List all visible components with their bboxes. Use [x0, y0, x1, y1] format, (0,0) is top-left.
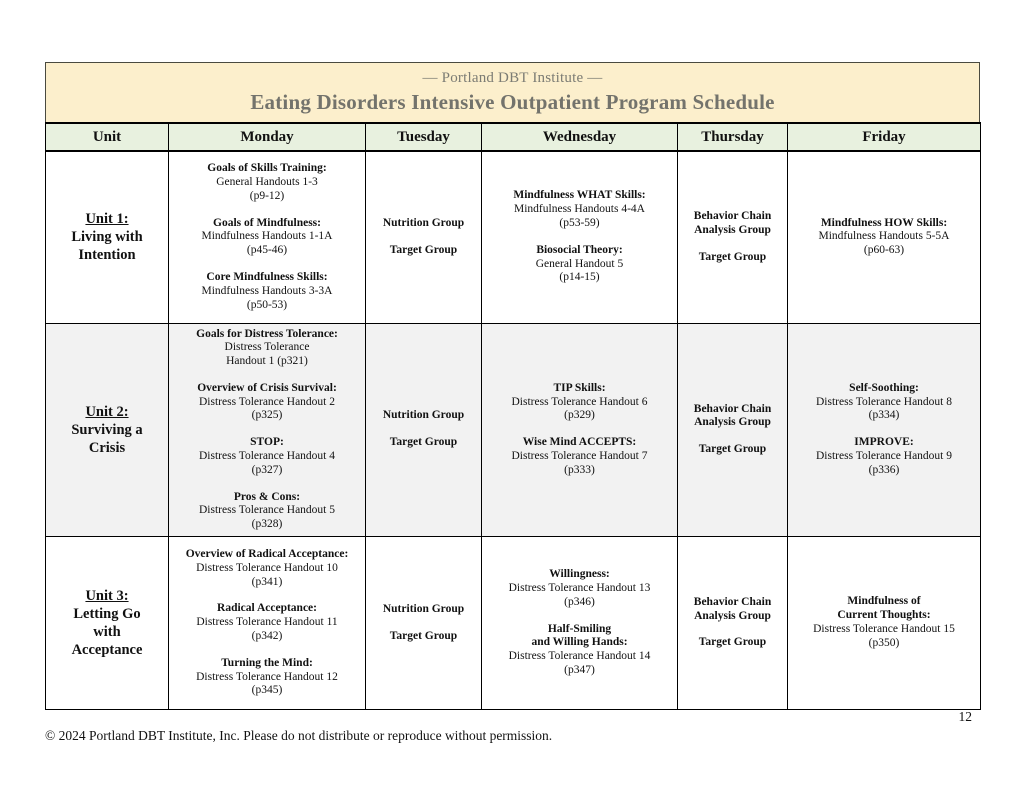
column-header-thursday: Thursday	[678, 123, 788, 151]
schedule-cell-friday	[788, 537, 981, 710]
unit-subtitle-line: Letting Go	[73, 605, 141, 622]
topic-title-line: Mindfulness WHAT Skills:	[513, 189, 646, 202]
unit-subtitle-line: Crisis	[88, 439, 126, 456]
topic-title-line: Wise Mind ACCEPTS:	[522, 436, 637, 449]
day-header-row	[46, 123, 981, 151]
handout-line: (p333)	[564, 463, 595, 476]
topic-block	[171, 491, 363, 532]
unit-subtitle-line: Intention	[78, 247, 136, 264]
handout-line: (p60-63)	[863, 244, 905, 257]
schedule-cell-friday	[788, 323, 981, 537]
topic-title-line: Core Mindfulness Skills:	[206, 270, 328, 283]
topic-block	[680, 210, 785, 238]
topic-title-line: Current Thoughts:	[837, 609, 931, 622]
unit-subtitle-line: with	[93, 624, 121, 641]
topic-title-line: IMPROVE:	[854, 436, 914, 449]
schedule-cell-monday	[169, 537, 366, 710]
page-number: 12	[958, 709, 972, 724]
topic-block	[368, 630, 479, 644]
topic-block	[368, 244, 479, 258]
handout-line: Distress Tolerance Handout 7	[511, 450, 648, 463]
topic-title-line: Behavior Chain	[693, 210, 772, 223]
handout-line: (p336)	[868, 463, 900, 476]
topic-block	[680, 636, 785, 650]
topic-block	[790, 217, 978, 258]
handout-line: (p45-46)	[246, 244, 288, 257]
handout-line: Distress Tolerance Handout 13	[508, 582, 651, 595]
handout-line: Mindfulness Handouts 1-1A	[201, 230, 333, 243]
topic-block	[484, 382, 675, 423]
handout-line: (p346)	[564, 595, 595, 608]
topic-block	[171, 548, 363, 589]
schedule-cell-tuesday	[366, 537, 482, 710]
topic-block	[484, 244, 675, 285]
banner	[45, 62, 980, 122]
schedule-cell-wednesday	[482, 537, 678, 710]
handout-line: General Handout 5	[535, 257, 624, 270]
unit-label-cell	[46, 151, 169, 323]
handout-line: (p9-12)	[249, 189, 285, 202]
schedule-cell-tuesday	[366, 151, 482, 323]
topic-title-line: Target Group	[389, 243, 458, 256]
copyright-notice: © 2024 Portland DBT Institute, Inc. Please do not distribute or reproduce without permission.	[45, 728, 553, 743]
page-title: Eating Disorders Intensive Outpatient Program Schedule	[250, 90, 775, 114]
topic-block	[790, 382, 978, 423]
topic-block	[484, 623, 675, 678]
topic-block	[368, 217, 479, 231]
topic-title-line: Mindfulness HOW Skills:	[820, 216, 948, 229]
topic-block	[171, 382, 363, 423]
schedule-table	[45, 122, 981, 710]
topic-title-line: Analysis Group	[694, 223, 771, 236]
topic-title-line: Biosocial Theory:	[536, 243, 623, 256]
handout-line: Distress Tolerance Handout 5	[199, 504, 335, 517]
column-header-friday: Friday	[788, 123, 981, 151]
topic-block	[368, 603, 479, 617]
handout-line: (p347)	[564, 664, 595, 677]
topic-title-line: Target Group	[698, 636, 767, 649]
topic-title-line: Mindfulness of	[847, 595, 921, 608]
topic-block	[680, 403, 785, 431]
column-header-wednesday: Wednesday	[482, 123, 678, 151]
topic-title-line: Nutrition Group	[382, 409, 465, 422]
handout-line: Distress Tolerance Handout 6	[511, 395, 648, 408]
topic-title-line: Nutrition Group	[382, 602, 465, 615]
unit-label-cell	[46, 537, 169, 710]
handout-line: (p350)	[868, 636, 900, 649]
topic-title-line: Willingness:	[549, 568, 610, 581]
handout-line: (p329)	[564, 409, 595, 422]
topic-title-line: and Willing Hands:	[531, 636, 628, 649]
handout-line: Distress Tolerance Handout 11	[196, 616, 338, 629]
handout-line: (p345)	[251, 684, 283, 697]
topic-title-line: Pros & Cons:	[233, 490, 301, 503]
column-header-tuesday: Tuesday	[366, 123, 482, 151]
topic-block	[680, 596, 785, 624]
topic-block	[171, 328, 363, 369]
topic-block	[368, 436, 479, 450]
topic-block	[484, 568, 675, 609]
unit-subtitle-line: Acceptance	[71, 642, 143, 659]
topic-block	[171, 657, 363, 698]
handout-line: (p328)	[251, 518, 283, 531]
handout-line: (p14-15)	[559, 271, 600, 284]
schedule-cell-monday	[169, 151, 366, 323]
handout-line: Handout 1 (p321)	[226, 355, 308, 368]
handout-line: Distress Tolerance	[224, 341, 310, 354]
schedule-cell-tuesday	[366, 323, 482, 537]
handout-line: General Handouts 1-3	[216, 175, 318, 188]
handout-line: Distress Tolerance Handout 4	[199, 450, 335, 463]
topic-block	[790, 436, 978, 477]
topic-title-line: Goals of Mindfulness:	[213, 216, 321, 229]
unit-title: Unit 2:	[85, 403, 129, 420]
schedule-cell-thursday	[678, 537, 788, 710]
topic-block	[484, 189, 675, 230]
topic-title-line: Overview of Radical Acceptance:	[185, 547, 349, 560]
topic-title-line: Target Group	[389, 436, 458, 449]
handout-line: (p341)	[251, 575, 283, 588]
handout-line: (p325)	[251, 409, 283, 422]
handout-line: (p342)	[251, 629, 283, 642]
topic-title-line: Goals of Skills Training:	[207, 162, 327, 175]
schedule-cell-monday	[169, 323, 366, 537]
handout-line: Mindfulness Handouts 5-5A	[818, 230, 950, 243]
handout-line: (p53-59)	[559, 216, 600, 229]
topic-title-line: Analysis Group	[694, 609, 771, 622]
topic-block	[790, 595, 978, 650]
unit-row-3	[46, 537, 981, 710]
unit-subtitle-line: Surviving a	[71, 421, 143, 438]
topic-title-line: STOP:	[250, 436, 284, 449]
schedule-sheet	[45, 62, 980, 710]
schedule-cell-thursday	[678, 151, 788, 323]
unit-subtitle-line: Living with	[71, 229, 143, 246]
column-header-monday: Monday	[169, 123, 366, 151]
handout-line: Distress Tolerance Handout 10	[196, 561, 338, 574]
topic-title-line: Target Group	[698, 443, 767, 456]
handout-line: Distress Tolerance Handout 8	[816, 395, 952, 408]
topic-block	[171, 271, 363, 312]
unit-row-1	[46, 151, 981, 323]
topic-block	[368, 409, 479, 423]
topic-title-line: Behavior Chain	[693, 402, 772, 415]
topic-title-line: Self-Soothing:	[849, 381, 919, 394]
topic-block	[484, 436, 675, 477]
schedule-cell-wednesday	[482, 151, 678, 323]
topic-block	[171, 162, 363, 203]
topic-block	[680, 443, 785, 457]
topic-title-line: Half-Smiling	[547, 622, 612, 635]
handout-line: Distress Tolerance Handout 9	[816, 450, 952, 463]
institute-name: — Portland DBT Institute —	[422, 70, 603, 86]
topic-title-line: Target Group	[389, 629, 458, 642]
topic-title-line: Goals for Distress Tolerance:	[196, 327, 338, 340]
topic-title-line: Turning the Mind:	[221, 656, 313, 669]
topic-block	[171, 217, 363, 258]
handout-line: Distress Tolerance Handout 15	[813, 623, 955, 636]
topic-title-line: Nutrition Group	[382, 216, 465, 229]
unit-label-cell	[46, 323, 169, 537]
handout-line: (p334)	[868, 409, 900, 422]
handout-line: (p327)	[251, 463, 283, 476]
handout-line: Mindfulness Handouts 4-4A	[514, 203, 645, 216]
schedule-cell-wednesday	[482, 323, 678, 537]
topic-title-line: Behavior Chain	[693, 595, 772, 608]
handout-line: Mindfulness Handouts 3-3A	[201, 284, 333, 297]
unit-row-2	[46, 323, 981, 537]
topic-block	[680, 251, 785, 265]
handout-line: Distress Tolerance Handout 12	[196, 670, 338, 683]
topic-title-line: Overview of Crisis Survival:	[197, 381, 337, 394]
schedule-cell-friday	[788, 151, 981, 323]
handout-line: Distress Tolerance Handout 14	[508, 650, 651, 663]
unit-title: Unit 3:	[85, 587, 129, 604]
unit-title: Unit 1:	[85, 211, 129, 228]
topic-title-line: TIP Skills:	[553, 381, 606, 394]
handout-line: Distress Tolerance Handout 2	[199, 395, 335, 408]
topic-block	[171, 602, 363, 643]
column-header-unit: Unit	[46, 123, 169, 151]
topic-title-line: Target Group	[698, 250, 767, 263]
schedule-body	[46, 151, 981, 710]
topic-block	[171, 436, 363, 477]
topic-title-line: Radical Acceptance:	[217, 602, 317, 615]
topic-title-line: Analysis Group	[694, 416, 771, 429]
handout-line: (p50-53)	[246, 298, 288, 311]
schedule-cell-thursday	[678, 323, 788, 537]
